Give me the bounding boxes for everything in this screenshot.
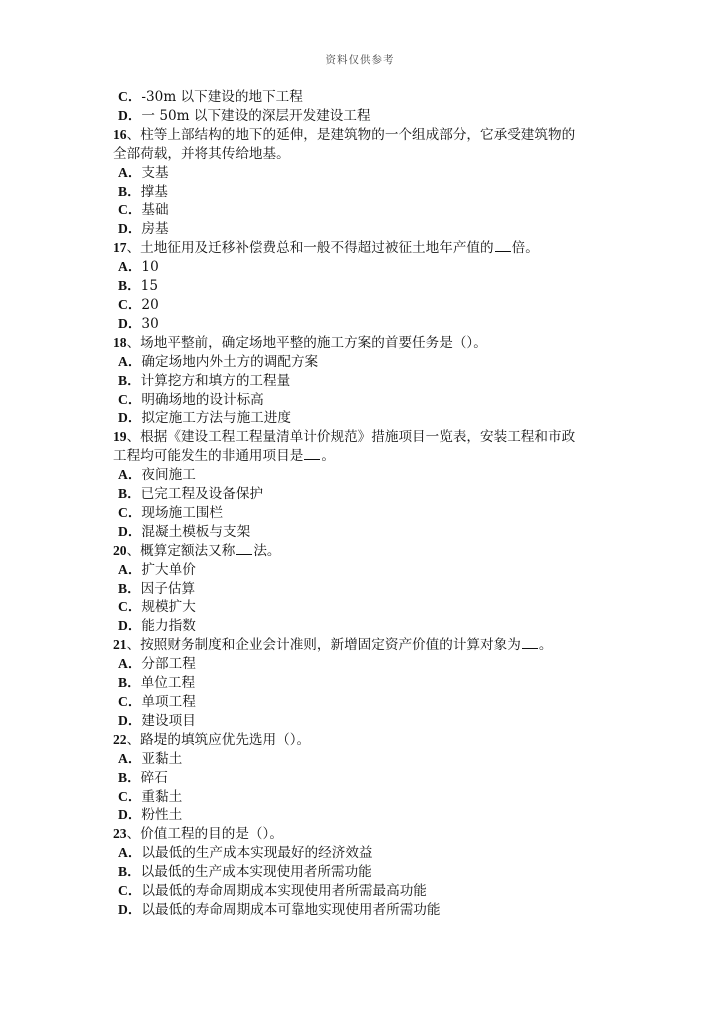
option-letter: B．	[118, 769, 141, 785]
option-line	[113, 372, 613, 391]
question-line	[113, 731, 613, 750]
option-line	[113, 617, 613, 636]
option-line	[113, 806, 613, 825]
option-letter: C．	[118, 599, 142, 615]
line-text: 支基	[141, 164, 169, 181]
line-text: 、场地平整前，确定场地平整的施工方案的首要任务是（）。	[126, 334, 487, 351]
line-text: 以最低的寿命周期成本实现使用者所需最高功能	[141, 883, 427, 900]
option-line	[113, 183, 613, 202]
option-line	[113, 674, 613, 693]
question-line	[113, 542, 613, 561]
option-letter: B．	[118, 486, 141, 502]
option-letter: D．	[118, 618, 142, 634]
line-text: 能力指数	[141, 618, 196, 635]
fill-in-blank	[522, 636, 538, 649]
option-line	[113, 88, 613, 107]
question-number: 17	[113, 240, 127, 256]
question-line	[113, 239, 613, 258]
line-text: 、柱等上部结构的地下的延伸，是建筑物的一个组成部分，它承受建筑物的	[126, 126, 576, 143]
document-body	[113, 88, 613, 920]
question-number: 21	[113, 637, 127, 653]
option-letter: C．	[118, 89, 142, 104]
option-letter: A．	[118, 164, 142, 180]
option-letter: B．	[118, 580, 141, 596]
option-line	[113, 258, 613, 277]
line-text: 混凝土模板与支架	[141, 523, 251, 540]
question-continuation	[113, 447, 613, 466]
question-number: 19	[113, 429, 127, 445]
line-text: 、价值工程的目的是（）。	[126, 826, 283, 843]
option-letter: C．	[118, 296, 142, 312]
option-line	[113, 164, 613, 183]
line-text: 工程均可能发生的非通用项目是	[113, 448, 304, 465]
line-text: 以最低的寿命周期成本可靠地实现使用者所需功能	[141, 901, 441, 918]
option-letter: B．	[118, 372, 141, 388]
option-line	[113, 882, 613, 901]
option-line	[113, 201, 613, 220]
line-text: 一 50m 以下建设的深层开发建设工程	[141, 107, 371, 124]
line-text: 粉性土	[141, 807, 183, 824]
option-line	[113, 315, 613, 334]
line-text: 夜间施工	[141, 467, 196, 484]
option-letter: B．	[118, 278, 141, 294]
line-text: 分部工程	[141, 656, 196, 673]
page-header: 资料仅供参考	[325, 54, 395, 66]
question-line	[113, 825, 613, 844]
option-letter: C．	[118, 788, 142, 804]
line-text: 20	[141, 296, 159, 313]
line-text-after-blank: 法。	[253, 542, 281, 559]
option-line	[113, 485, 613, 504]
option-line	[113, 353, 613, 372]
line-text-after-blank: 。	[538, 637, 553, 654]
line-text: 重黏土	[141, 788, 183, 805]
line-text: 因子估算	[140, 580, 196, 597]
line-text: 单位工程	[140, 675, 196, 692]
option-line	[113, 769, 613, 788]
line-text: 拟定施工方法与施工进度	[141, 410, 291, 427]
option-line	[113, 220, 613, 239]
option-line	[113, 863, 613, 882]
option-line	[113, 693, 613, 712]
line-text: 确定场地内外土方的调配方案	[141, 353, 319, 370]
option-letter: C．	[118, 391, 142, 407]
question-line	[113, 126, 613, 145]
line-text: 撑基	[140, 183, 168, 200]
line-text: 全部荷载，并将其传给地基。	[113, 145, 290, 162]
option-letter: A．	[118, 845, 142, 861]
option-letter: D．	[118, 221, 142, 237]
option-letter: D．	[118, 807, 142, 823]
question-line	[113, 334, 613, 353]
option-line	[113, 107, 613, 126]
line-text: 、根据《建设工程工程量清单计价规范》措施项目一览表，安装工程和市政	[126, 429, 576, 446]
question-number: 22	[113, 731, 127, 747]
option-letter: A．	[118, 750, 142, 766]
option-letter: D．	[118, 107, 142, 123]
option-letter: C．	[118, 202, 142, 218]
option-line	[113, 561, 613, 580]
line-text: 亚黏土	[141, 750, 183, 767]
line-text: 单项工程	[141, 694, 196, 710]
option-line	[113, 523, 613, 542]
line-text-after-blank: 倍。	[511, 240, 539, 257]
option-letter: C．	[118, 694, 142, 709]
option-letter: D．	[118, 901, 142, 917]
question-number: 23	[113, 826, 127, 842]
option-line	[113, 296, 613, 315]
option-line	[113, 788, 613, 807]
line-text: 以最低的生产成本实现最好的经济效益	[141, 845, 373, 862]
question-continuation	[113, 145, 613, 164]
option-letter: A．	[118, 561, 142, 577]
line-text: 30	[141, 315, 159, 332]
option-letter: D．	[118, 712, 142, 728]
option-line	[113, 901, 613, 920]
question-line	[113, 428, 613, 447]
option-letter: A．	[118, 353, 142, 369]
line-text: 、路堤的填筑应优先选用（）。	[126, 731, 311, 748]
line-text: 、土地征用及迁移补偿费总和一般不得超过被征土地年产值的	[126, 240, 494, 257]
fill-in-blank	[236, 542, 252, 555]
line-text: 规模扩大	[141, 599, 196, 616]
option-line	[113, 844, 613, 863]
line-text: 15	[140, 278, 158, 295]
option-line	[113, 409, 613, 428]
option-letter: D．	[118, 410, 142, 426]
option-line	[113, 712, 613, 731]
line-text: 房基	[141, 221, 169, 238]
question-line	[113, 636, 613, 655]
option-line	[113, 598, 613, 617]
line-text-after-blank: 。	[321, 448, 335, 465]
option-line	[113, 466, 613, 485]
option-letter: B．	[118, 675, 141, 691]
line-text: 已完工程及设备保护	[140, 486, 264, 503]
option-letter: A．	[118, 259, 142, 275]
option-letter: B．	[118, 864, 141, 880]
option-letter: A．	[118, 467, 142, 483]
question-number: 20	[113, 542, 127, 558]
line-text: 以最低的生产成本实现使用者所需功能	[140, 864, 372, 881]
option-letter: C．	[118, 883, 142, 899]
line-text: 、按照财务制度和企业会计准则，新增固定资产价值的计算对象为	[126, 637, 521, 654]
line-text: 扩大单价	[141, 561, 196, 578]
option-line	[113, 391, 613, 410]
option-line	[113, 655, 613, 674]
option-letter: D．	[118, 523, 142, 539]
option-letter: C．	[118, 504, 142, 520]
line-text: 计算挖方和填方的工程量	[140, 372, 291, 389]
option-letter: B．	[118, 183, 141, 199]
line-text: 建设项目	[141, 712, 196, 729]
option-line	[113, 277, 613, 296]
line-text: 碎石	[140, 769, 168, 786]
line-text: 基础	[141, 202, 169, 219]
fill-in-blank	[495, 239, 511, 252]
line-text: -30m 以下建设的地下工程	[141, 89, 303, 105]
option-letter: A．	[118, 656, 142, 672]
option-letter: D．	[118, 315, 142, 331]
line-text: 10	[141, 259, 159, 276]
option-line	[113, 750, 613, 769]
line-text: 现场施工围栏	[141, 504, 223, 521]
fill-in-blank	[304, 447, 320, 460]
question-number: 16	[113, 126, 127, 142]
line-text: 明确场地的设计标高	[141, 391, 264, 408]
question-number: 18	[113, 334, 127, 350]
option-line	[113, 580, 613, 599]
option-line	[113, 504, 613, 523]
line-text: 、概算定额法又称	[126, 542, 236, 559]
